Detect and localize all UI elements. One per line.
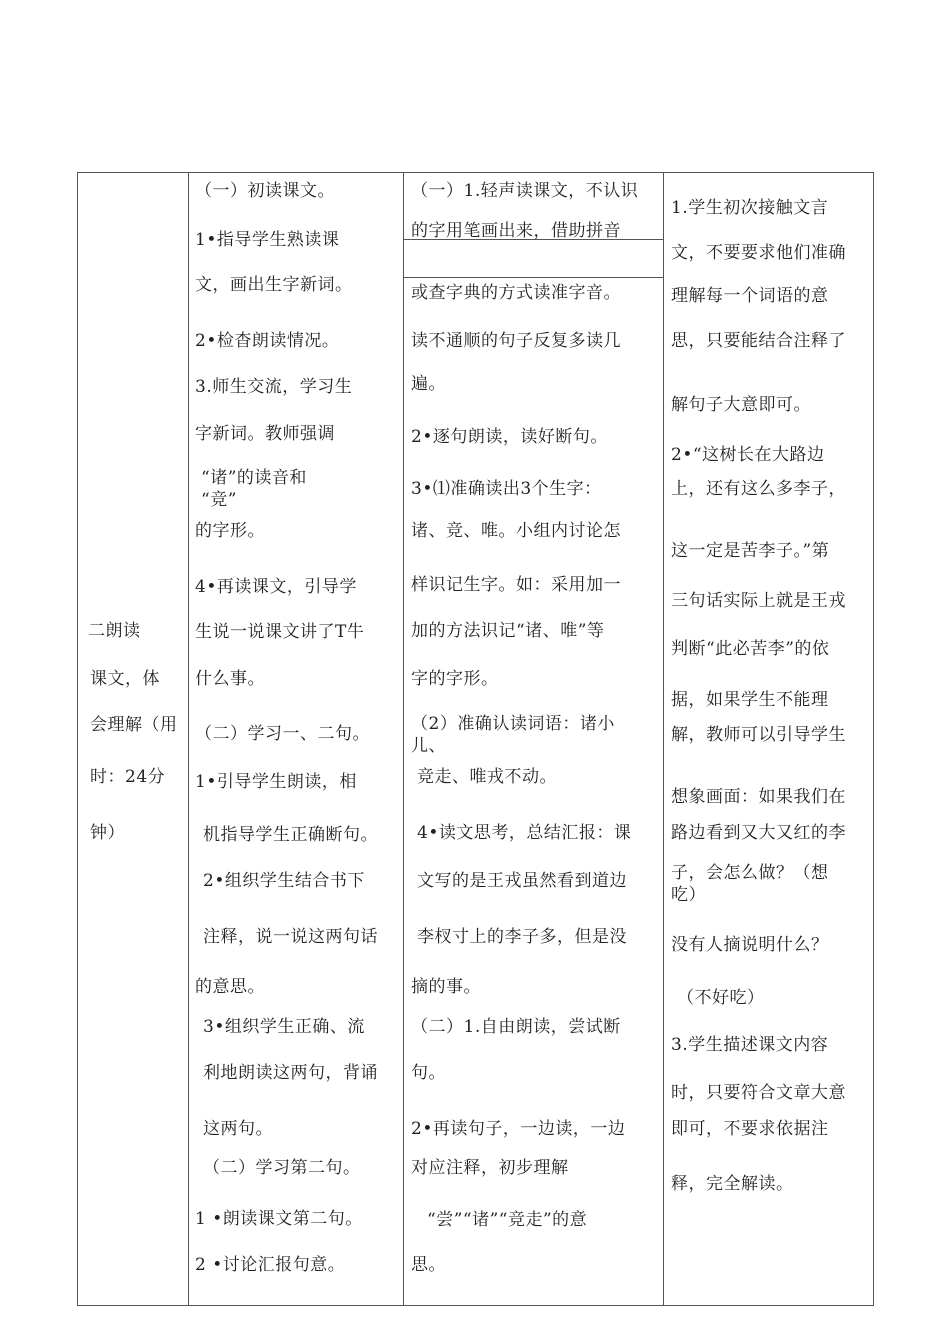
col2-line: （二）学习一、二句。: [195, 724, 370, 744]
col3-line: 文写的是王戎虽然看到道边: [417, 871, 627, 891]
column-divider: [663, 173, 664, 1305]
cell-divider: [403, 277, 663, 278]
col3-line: 或查字典的方式读准字音。: [411, 283, 621, 303]
col2-line: 2•组织学生结合书下: [203, 871, 365, 891]
col1-line: 课文，体: [90, 669, 160, 689]
col3-line: （一）1.轻声读课文，不认识: [411, 181, 639, 201]
col3-line: 字的字形。: [411, 669, 499, 689]
col4-line: 据，如果学生不能理: [671, 690, 829, 710]
col4-line: 没有人摘说明什么？: [671, 935, 829, 955]
col3-line: 2•逐句朗读，读好断句。: [411, 427, 608, 447]
col2-line: 3.师生交流，学习生: [195, 377, 353, 397]
col4-line: 思，只要能结合注释了: [671, 331, 846, 351]
col3-line: （2）准确认读词语：诸小: [411, 714, 615, 734]
col4-line: 释，完全解读。: [671, 1174, 794, 1194]
col2-line: 的意思。: [195, 977, 265, 997]
col4-line: 2•“这树长在大路边: [671, 445, 825, 465]
col3-line: 读不通顺的句子反复多读几: [411, 331, 621, 351]
col2-line: 利地朗读这两句，背诵: [203, 1063, 378, 1083]
col1-line: 钟）: [90, 823, 125, 843]
column-divider: [403, 173, 404, 1305]
col3-line: 对应注释，初步理解: [411, 1158, 569, 1178]
col2-line: 1•引导学生朗读，相: [195, 772, 357, 792]
col3-line: 思。: [411, 1255, 446, 1275]
col2-line: 2 •讨论汇报句意。: [195, 1255, 346, 1275]
col4-line: 子，会怎么做？（想: [671, 863, 829, 883]
col2-line: 生说一说课文讲了T牛: [195, 622, 365, 642]
col2-line: 1 •朗读课文第二句。: [195, 1209, 363, 1229]
col4-line: 吃）: [671, 885, 706, 905]
col4-line: （不好吃）: [677, 988, 765, 1008]
col3-line: 加的方法识记“诸、唯”等: [411, 621, 605, 641]
col2-line: 2•检杳朗读情况。: [195, 331, 340, 351]
col4-line: 时，只要符合文章大意: [671, 1083, 846, 1103]
col2-line: 什么事。: [195, 669, 265, 689]
col3-line: 3•⑴准确读出3个生字：: [411, 479, 602, 499]
col4-line: 理解每一个词语的意: [671, 286, 829, 306]
col4-line: 1.学生初次接触文言: [671, 198, 829, 218]
col2-line: 1•指导学生熟读课: [195, 230, 340, 250]
col2-line: 机指导学生正确断句。: [203, 825, 378, 845]
col4-line: 路边看到又大又红的李: [671, 823, 846, 843]
col2-line: “竞”: [201, 490, 237, 510]
col3-line: 遍。: [411, 374, 446, 394]
col4-line: 三句话实际上就是王戎: [671, 591, 846, 611]
col2-line: 4•再读课文，引导学: [195, 577, 357, 597]
col2-line: 3•组织学生正确、流: [203, 1017, 365, 1037]
col4-line: 解句子大意即可。: [671, 395, 811, 415]
col3-line: 儿、: [411, 736, 446, 756]
col3-line: 李杈寸上的李子多，但是没: [417, 927, 627, 947]
col2-line: “诸”的读音和: [201, 468, 307, 488]
col4-line: 即可，不要求依据注: [671, 1119, 829, 1139]
col2-line: （一）初读课文。: [195, 181, 335, 201]
col1-line: 时：24分: [90, 767, 166, 787]
column-divider: [188, 173, 189, 1305]
col4-line: 文，不要要求他们准确: [671, 243, 846, 263]
col3-line: 样识记生字。如：采用加一: [411, 575, 621, 595]
col2-line: 这两句。: [203, 1119, 273, 1139]
col3-line: “尝”“诸”“竞走”的意: [427, 1210, 588, 1230]
col3-line: 句。: [411, 1063, 446, 1083]
col2-line: 的字形。: [195, 521, 265, 541]
col2-line: （二）学习第二句。: [203, 1158, 361, 1178]
col1-line: 会理解（用: [90, 715, 178, 735]
col3-line: （二）1.自由朗读，尝试断: [411, 1017, 621, 1037]
col4-line: 解，教师可以引导学生: [671, 725, 846, 745]
col4-line: 想象画面：如果我们在: [671, 787, 846, 807]
col3-line: 诸、竞、唯。小组内讨论怎: [411, 521, 621, 541]
col2-line: 文，画出生字新词。: [195, 275, 353, 295]
col1-line: 二朗读: [88, 621, 141, 641]
col2-line: 字新词。教师强调: [195, 424, 335, 444]
col4-line: 这一定是苦李子。”第: [671, 541, 830, 561]
col3-line: 4•读文思考，总结汇报：课: [417, 823, 632, 843]
col3-line: 摘的事。: [411, 977, 481, 997]
col3-line: 2•再读句子，一边读，一边: [411, 1119, 626, 1139]
col3-line: 的字用笔画出来，借助拼音: [411, 221, 621, 241]
col4-line: 判断“此必苦李”的依: [671, 639, 830, 659]
col4-line: 上，还有这么多李子，: [671, 479, 846, 499]
col3-line: 竞走、唯戎不动。: [417, 767, 557, 787]
col4-line: 3.学生描述课文内容: [671, 1035, 829, 1055]
col2-line: 注释，说一说这两句话: [203, 927, 378, 947]
